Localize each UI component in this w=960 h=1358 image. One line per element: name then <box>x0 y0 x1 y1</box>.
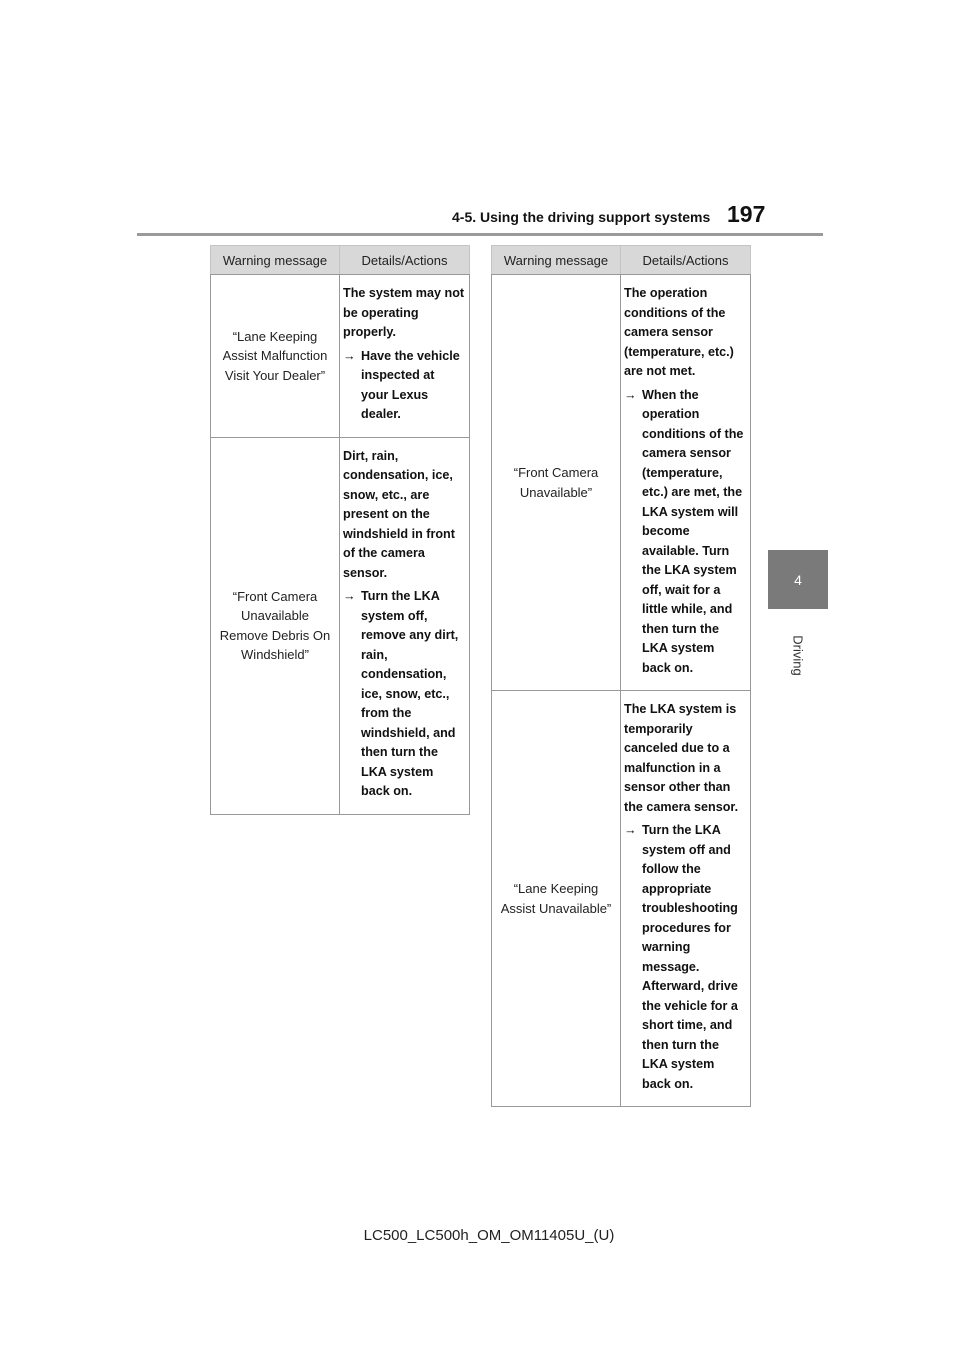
action-item <box>624 386 746 679</box>
column-header-warning-message: Warning message <box>492 246 621 275</box>
table-header-row <box>211 246 470 275</box>
table-header-row <box>492 246 751 275</box>
action-item <box>343 347 465 425</box>
warning-message-cell: “Lane Keeping Assist Malfunction Visit Your Dealer” <box>211 275 340 438</box>
warning-table-right <box>491 245 751 1107</box>
column-header-details-actions: Details/Actions <box>621 246 751 275</box>
chapter-label-container <box>772 620 824 690</box>
column-header-warning-message: Warning message <box>211 246 340 275</box>
condition-text: The operation conditions of the camera sensor (temperature, etc.) are not met. <box>624 286 734 378</box>
warning-message-cell: “Front Camera Unavailable Remove Debris On Windshield” <box>211 437 340 814</box>
document-code: LC500_LC500h_OM_OM11405U_(U) <box>363 1227 615 1244</box>
details-actions-cell <box>340 437 470 814</box>
action-text: Have the vehicle inspected at your Lexus dealer. <box>361 348 460 421</box>
arrow-right-icon: → <box>624 823 637 837</box>
details-actions-cell <box>621 275 751 691</box>
column-header-details-actions: Details/Actions <box>340 246 470 275</box>
details-actions-cell <box>621 691 751 1107</box>
action-item <box>624 821 746 1094</box>
condition-text: The system may not be operating properly. <box>343 286 465 339</box>
section-title: 4-5. Using the driving support systems <box>452 209 711 225</box>
action-item <box>343 587 465 802</box>
warning-message-cell: “Lane Keeping Assist Unavailable” <box>492 691 621 1107</box>
condition-text: Dirt, rain, condensation, ice, snow, etc., are present on the windshield in front of the camera sensor. <box>343 448 455 580</box>
table-row <box>492 275 751 691</box>
arrow-right-icon: → <box>624 387 637 402</box>
action-text: Turn the LKA system off and follow the appropriate troubleshooting procedures for warning message. Afterward, drive the vehicle for a short time, and then turn the LKA system back on. <box>642 823 738 1091</box>
action-text: When the operation conditions of the camera sensor (temperature, etc.) are met, the LKA system will become available. Turn the LKA system off, wait for a little while, and then turn the LKA system back on. <box>642 387 744 675</box>
page-number: 197 <box>727 201 766 227</box>
action-text: Turn the LKA system off, remove any dirt, rain, condensation, ice, snow, etc., from the windshield, and then turn the LKA system back on. <box>361 589 459 798</box>
chapter-label: Driving <box>790 634 806 676</box>
chapter-tab <box>768 550 828 609</box>
chapter-number: 4 <box>794 571 802 588</box>
warning-message-cell: “Front Camera Unavailable” <box>492 275 621 691</box>
table-row <box>211 437 470 814</box>
condition-text: The LKA system is temporarily canceled due to a malfunction in a sensor other than the camera sensor. <box>624 702 739 814</box>
arrow-right-icon: → <box>343 348 356 363</box>
header-divider <box>137 233 823 236</box>
arrow-right-icon: → <box>343 589 356 603</box>
table-row <box>211 275 470 438</box>
details-actions-cell <box>340 275 470 438</box>
warning-table-left <box>210 245 470 815</box>
table-row <box>492 691 751 1107</box>
